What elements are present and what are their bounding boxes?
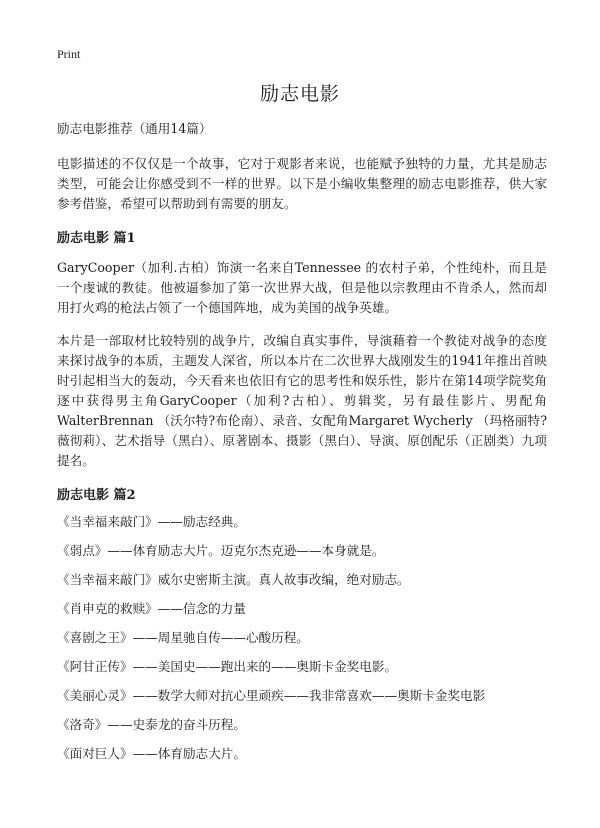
- movie-list-item: 《弱点》——体育励志大片。迈克尔杰克逊——本身就是。: [57, 543, 385, 558]
- movie-list-item: 《当幸福来敲门》——励志经典。: [57, 514, 246, 529]
- section1-paragraph: 本片是一部取材比较特别的战争片，改编自真实事件，导演藉着一个教徒对战争的态度来探讨战争的本质，主题发人深省，所以本片在二次世界大战刚发生的1941年推出首映时引起相当大的轰动，今天看来也依旧有它的思考性和娱乐性，影片在第14项学院奖角逐中获得男主角GaryCooper（加利?古柏）、剪辑奖，另有最佳影片、男配角WalterBrennan （沃尔特?布伦南）、录音、女配角Margaret Wycherly （玛格丽特?薇彻莉）、艺术指导（黑白）、原著剧本、摄影（黑白）、导演、原创配乐（正剧类）九项提名。: [57, 333, 547, 468]
- movie-list-item: 《当幸福来敲门》威尔史密斯主演。真人故事改编，绝对励志。: [57, 572, 410, 587]
- movie-list-item: 《肖申克的救赎》——信念的力量: [57, 601, 246, 616]
- movie-list-item: 《阿甘正传》——美国史——跑出来的——奥斯卡金奖电影。: [57, 659, 398, 674]
- movie-list-item: 《面对巨人》——体育励志大片。: [57, 746, 246, 761]
- print-link[interactable]: Print: [57, 47, 81, 61]
- article-subtitle: 励志电影推荐（通用14篇）: [57, 121, 212, 136]
- section1-paragraph: GaryCooper（加利.古柏）饰演一名来自Tennessee 的农村子弟，个性纯朴，而且是一个虔诚的教徒。他被逼参加了第一次世界大战，但是他以宗教理由不肯杀人，然而却用打火鸡的枪法占领了一个德国阵地，成为美国的战争英雄。: [57, 260, 547, 315]
- movie-list-item: 《洛奇》——史泰龙的奋斗历程。: [57, 717, 246, 732]
- section-heading-1: 励志电影 篇1: [57, 231, 136, 246]
- section-heading-2: 励志电影 篇2: [57, 488, 136, 503]
- movie-list-item: 《喜剧之王》——周星驰自传——心酸历程。: [57, 630, 309, 645]
- intro-paragraph: 电影描述的不仅仅是一个故事，它对于观影者来说，也能赋予独特的力量，尤其是励志类型，可能会让你感受到不一样的世界。以下是小编收集整理的励志电影推荐，供大家参考借鉴，希望可以帮助到有需要的朋友。: [57, 156, 547, 211]
- article-body: [57, 121, 547, 776]
- page-title: 励志电影: [259, 83, 340, 105]
- movie-list-item: 《美丽心灵》——数学大师对抗心里顽疾——我非常喜欢——奥斯卡金奖电影: [57, 688, 486, 703]
